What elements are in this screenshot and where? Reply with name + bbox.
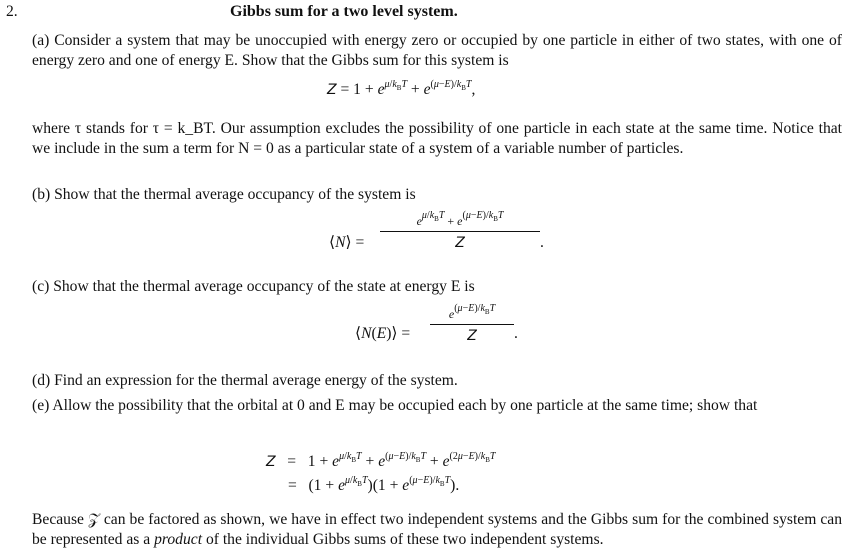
part-d-text: (d) Find an expression for the thermal average energy of the system. [32,372,458,389]
part-a-equation: $Z = 1 + e^{\mu/k_BT} + e^{(\mu-E)/k_BT}$, [327,79,476,98]
problem-number: 2. [6,3,18,20]
part-b-fraction [380,210,540,251]
part-a-text: (a) Consider a system that may be unoccupied with energy zero or occupied by one particle in either of two states, with one of energy zero and one of energy E. Show that the Gibbs sum for this system is [32,32,842,69]
conclusion-emphasis: product [154,530,203,548]
part-c-lhs: ⟨N(E)⟩ = [355,325,411,342]
part-c-fraction [430,303,514,344]
part-e-line2: = $(1 + e^{\mu/k_BT})(1 + e^{(\mu-E)/k_BT})$. [288,475,460,494]
part-e-line1: $Z = 1 + e^{\mu/k_BT} + e^{(\mu-E)/k_BT} + e^{(2\mu-E)/k_BT}$ [266,451,496,470]
part-c-denominator: Z [467,328,477,344]
part-e-text: (e) Allow the possibility that the orbital at 0 and E may be occupied each by one particle at the same time; show that [32,397,758,414]
part-b-denominator: Z [455,235,465,251]
part-a-followup: where τ stands for τ = k_BT. Our assumption excludes the possibility of one particle in each state at the same time. Notice that we include in the sum a term for N = 0 as a particular state of a system of a variable number of particles. [32,120,842,157]
conclusion-text: Because 𝒵 can be factored as shown, we have in effect two independent systems and the Gibbs sum for the combined system can be represented as a product of the individual Gibbs sums of these two independent systems. [32,511,842,548]
part-b-lhs: ⟨N⟩ = [329,234,365,251]
part-c-numerator: $e^{(\mu-E)/k_BT}$ [448,303,496,321]
part-b-text: (b) Show that the thermal average occupancy of the system is [32,186,416,203]
part-c-text: (c) Show that the thermal average occupancy of the state at energy E is [32,278,475,295]
problem-title: Gibbs sum for a two level system. [230,3,458,20]
part-b-numerator: $e^{\mu/k_BT} + e^{(\mu-E)/k_BT}$ [416,210,504,228]
